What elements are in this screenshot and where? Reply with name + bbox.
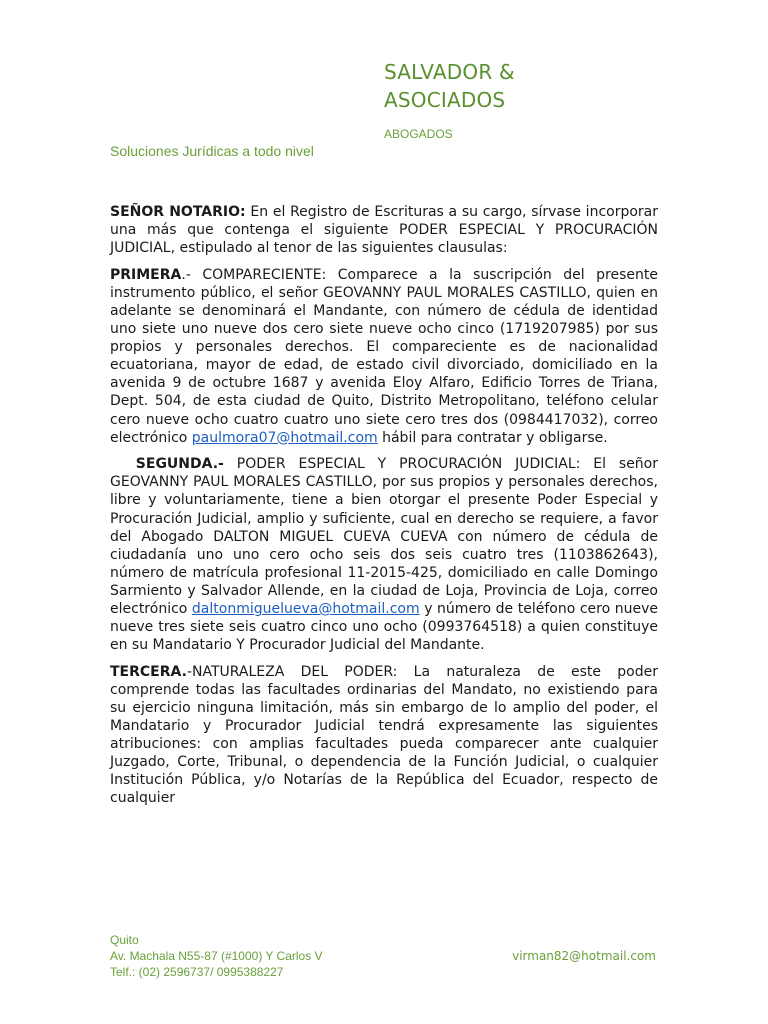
primera-email-link[interactable]: paulmora07@hotmail.com — [191, 429, 378, 446]
segunda-email-link[interactable]: daltonmiguelueva@hotmail.com — [191, 600, 420, 617]
firm-name-line1: SALVADOR & — [384, 60, 515, 84]
segunda-paragraph — [110, 455, 658, 654]
footer-email: virman82@hotmail.com — [512, 949, 656, 963]
primera-paragraph — [110, 266, 658, 447]
tercera-lead: TERCERA. — [110, 663, 187, 680]
firm-name — [384, 58, 684, 114]
segunda-text-a: PODER ESPECIAL Y PROCURACIÓN JUDICIAL: El señor GEOVANNY PAUL MORALES CASTILLO, por sus propios y personales derechos, libre y voluntariamente, tiene a bien otorgar el presente Poder Especial y Procuración Judicial, amplio y suficiente, cual en derecho se requiere, a favor del Abogado DALTON MIGUEL CUEVA CUEVA con número de cédula de ciudadanía uno uno cero ocho seis dos seis cuatro tres (1103862643), número de matrícula profesional 11-2015-425, domiciliado en calle Domingo Sarmiento y Salvador Allende, en la ciudad de Loja, Provincia de Loja, correo electrónico — [110, 456, 659, 617]
footer-phone: Telf.: (02) 2596737/ 0995388227 — [110, 965, 284, 979]
intro-text: En el Registro de Escrituras a su cargo, sírvase incorporar una más que contenga el siguiente PODER ESPECIAL Y PROCURACIÓN JUDICIAL, estipulado al tenor de las siguientes clausulas: — [110, 204, 659, 257]
tercera-text: -NATURALEZA DEL PODER: La naturaleza de este poder comprende todas las facultades ordinarias del Mandato, no existiendo para su ejercicio ninguna limitación, más sin embargo de lo amplio del poder, el Mandatario y Procurador Judicial tendrá expresamente las siguientes atribuciones: con amplias facultades pueda comparecer ante cualquier Juzgado, Corte, Tribunal, o dependencia de la Función Judicial, o cualquier Institución Pública, y/o Notarías de la República del Ecuador, respecto de cualquier — [110, 663, 658, 807]
footer-city: Quito — [110, 933, 139, 947]
intro-paragraph — [110, 203, 658, 257]
primera-text-b: hábil para contratar y obligarse. — [377, 429, 608, 446]
segunda-text-b: y número de teléfono cero nueve nueve tres siete seis cuatro cinco uno ocho (0993764518) a quien constituye en su Mandatario Y Procurador Judicial del Mandante. — [110, 600, 658, 654]
intro-lead: SEÑOR NOTARIO: — [110, 204, 246, 220]
primera-lead: PRIMERA — [110, 266, 182, 283]
firm-name-line2: ASOCIADOS — [384, 88, 506, 112]
document-body — [110, 203, 658, 816]
footer — [110, 932, 658, 980]
primera-text-a: .- COMPARECIENTE: Comparece a la suscripción del presente instrumento público, el señor GEOVANNY PAUL MORALES CASTILLO, quien en adelante se denominará el Mandante, con número de cédula de identidad uno siete uno nueve dos cero siete nueve ocho cinco (1719207985) por sus propios y personales derechos. El compareciente es de nacionalidad ecuatoriana, mayor de edad, de estado civil divorciado, domiciliado en la avenida 9 de octubre 1687 y avenida Eloy Alfaro, Edificio Torres de Triana, Dept. 504, de esta ciudad de Quito, Distrito Metropolitano, teléfono celular cero nueve ocho cuatro cuatro uno siete cero tres dos (0984417032), correo electrónico — [110, 266, 658, 446]
footer-address: Av. Machala N55-87 (#1000) Y Carlos V — [110, 949, 323, 963]
firm-subtitle: ABOGADOS — [384, 127, 453, 141]
tagline: Soluciones Jurídicas a todo nivel — [110, 143, 314, 159]
segunda-lead: SEGUNDA.- — [135, 456, 224, 473]
tercera-paragraph — [110, 663, 658, 808]
